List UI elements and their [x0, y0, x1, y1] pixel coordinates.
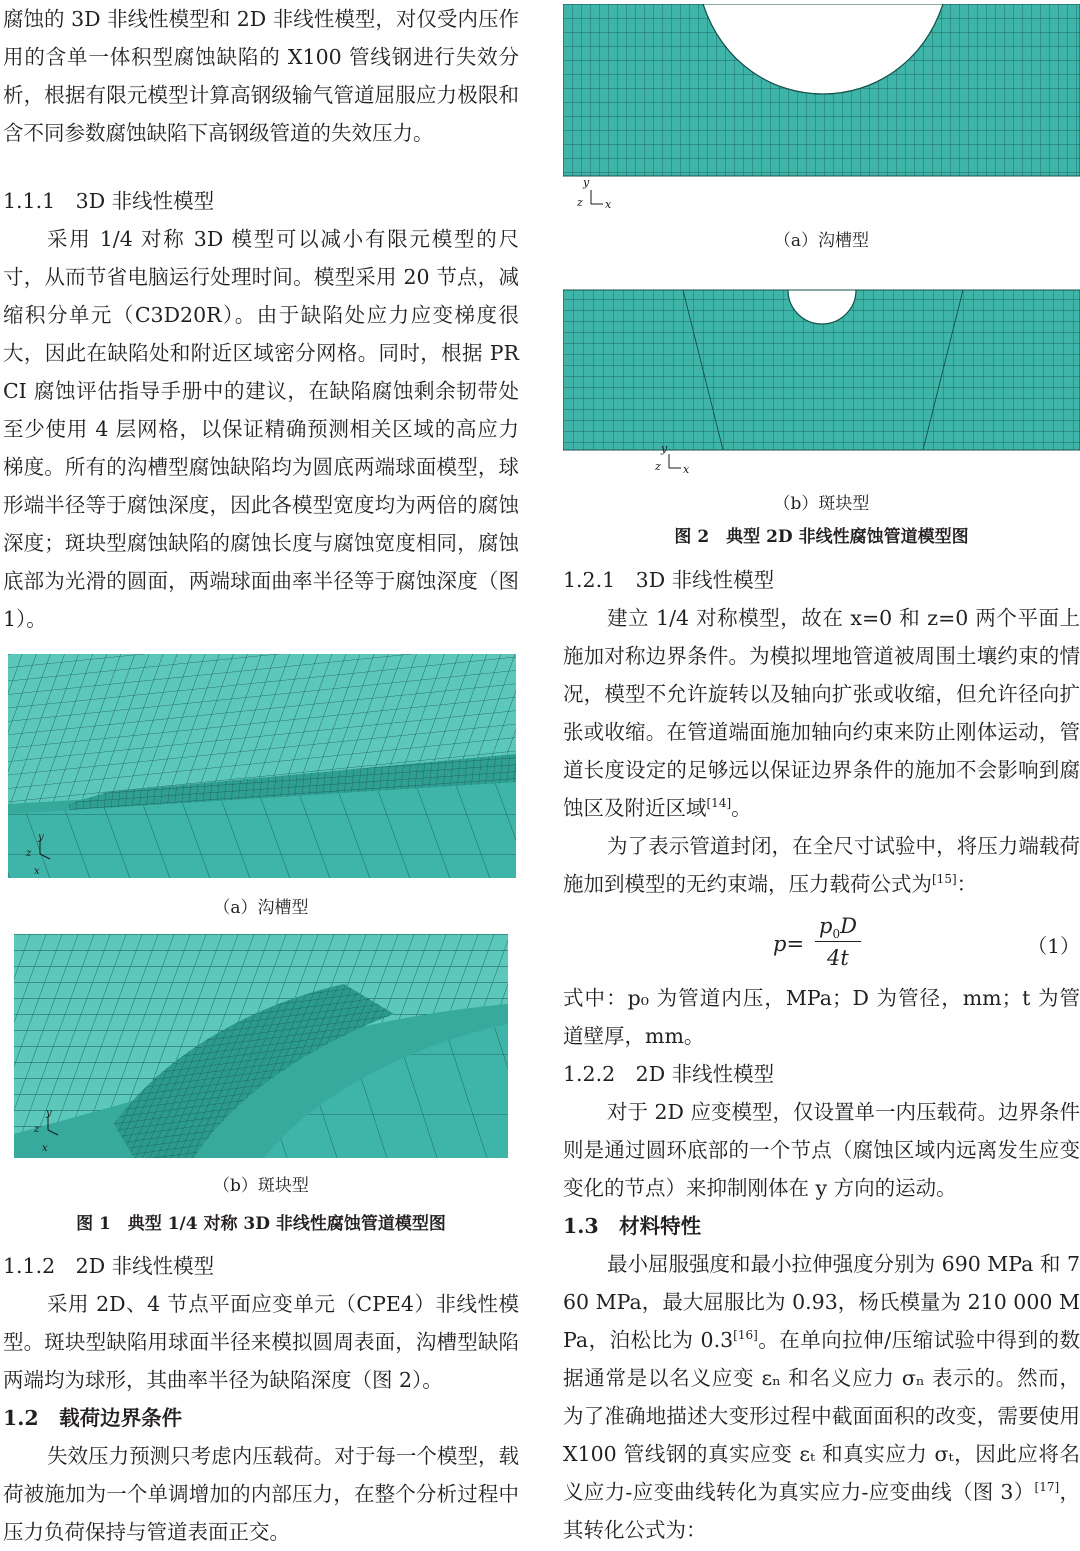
- figure-1-title: 图 1 典型 1/4 对称 3D 非线性腐蚀管道模型图: [76, 1214, 446, 1234]
- material-text-a: 最小屈服强度和最小拉伸强度分别为 690 MPa 和 760 MPa，最大屈服比为 0.93，杨氏模量为 210 000 MPa，泊松比为 0.3: [563, 1252, 1080, 1352]
- heading-1-2-1: 1.2.1 3D 非线性模型: [563, 568, 775, 592]
- equation-numerator-p: p: [819, 914, 833, 938]
- equation-lhs: p=: [773, 932, 805, 956]
- paragraph-pressure-load-text: 为了表示管道封闭，在全尺寸试验中，将压力端载荷施加到模型的无约束端，压力载荷公式为: [563, 834, 1080, 896]
- axis-z-label: z: [26, 848, 32, 859]
- groove-3d-mesh-image: [8, 654, 516, 878]
- paragraph-2d-model: 采用 2D、4 节点平面应变单元（CPE4）非线性模型。斑块型缺陷用球面半径来模拟圆周表面，沟槽型缺陷两端均为球形，其曲率半径为缺陷深度（图 2）。: [3, 1292, 519, 1392]
- figure-2a-caption: （a）沟槽型: [773, 231, 870, 251]
- equation-denominator: 4t: [827, 946, 849, 970]
- paragraph-3d-boundary-text: 建立 1/4 对称模型，故在 x=0 和 z=0 两个平面上施加对称边界条件。为模拟埋地管道被周围土壤约束的情况，模型不允许旋转以及轴向扩张或收缩，但允许径向扩张或收缩。在管道端面施加轴向约束来防止刚体运动，管道长度设定的足够远以保证边界条件的施加不会影响到腐蚀区及附近区域: [563, 606, 1080, 820]
- heading-1-3: 1.3 材料特性: [563, 1214, 702, 1238]
- groove-2d-mesh-image: [563, 4, 1080, 212]
- figure-1b-caption: （b）斑块型: [213, 1176, 309, 1196]
- fraction-bar: [815, 941, 861, 942]
- figure-1b-patch-3d-mesh: [14, 934, 508, 1158]
- figure-2-title: 图 2 典型 2D 非线性腐蚀管道模型图: [674, 527, 969, 547]
- paragraph-3d-model: 采用 1/4 对称 3D 模型可以减小有限元模型的尺寸，从而节省电脑运行处理时间。模型采用 20 节点，减缩积分单元（C3D20R）。由于缺陷处应力应变梯度很大，因此在缺陷处和附近区域密分网格。同时，根据 PRCI 腐蚀评估指导手册中的建议，在缺陷腐蚀剩余韧带处至少使用 4 层网格，以保证精确预测相关区域的高应力梯度。所有的沟槽型腐蚀缺陷均为圆底两端球面模型，球形端半径等于腐蚀深度，因此各模型宽度均为两倍的腐蚀深度；斑块型腐蚀缺陷的腐蚀长度与腐蚀宽度相同，腐蚀底部为光滑的圆面，两端球面曲率半径等于腐蚀深度（图 1）。: [3, 227, 519, 631]
- material-text-c: ，其转化公式为：: [563, 1480, 1080, 1542]
- paragraph-pressure-load-end: ：: [956, 872, 978, 896]
- equation-numerator-sub: 0: [832, 927, 841, 942]
- axis-triad-icon: [576, 176, 612, 211]
- axis-x-label: x: [34, 866, 40, 877]
- equation-numerator: [819, 914, 857, 942]
- citation-14: [14]: [706, 796, 732, 811]
- figure-1a-groove-3d-mesh: [8, 654, 516, 878]
- figure-1a-caption: （a）沟槽型: [213, 898, 309, 918]
- axis-y-label: y: [38, 832, 44, 843]
- equation-1: [563, 912, 1080, 976]
- paragraph-2d-boundary: 对于 2D 应变模型，仅设置单一内压载荷。边界条件则是通过圆环底部的一个节点（腐蚀区域内远离发生应变变化的节点）来抑制刚体在 y 方向的运动。: [563, 1100, 1080, 1200]
- axis-z-label: z: [655, 460, 661, 473]
- axis-x-label: x: [605, 198, 612, 211]
- paragraph-3d-boundary: [563, 599, 1080, 827]
- citation-16: [16]: [733, 1328, 758, 1343]
- patch-2d-mesh-image: [563, 266, 1080, 480]
- paragraph-pressure-load: [563, 827, 1080, 903]
- heading-1-1-1: 1.1.1 3D 非线性模型: [3, 189, 215, 213]
- heading-1-2-2: 1.2.2 2D 非线性模型: [563, 1062, 775, 1086]
- axis-x-label: x: [42, 1143, 48, 1154]
- intro-paragraph: 腐蚀的 3D 非线性模型和 2D 非线性模型，对仅受内压作用的含单一体积型腐蚀缺陷的 X100 管线钢进行失效分析，根据有限元模型计算高钢级输气管道屈服应力极限和含不同参数腐蚀缺陷下高钢级管道的失效压力。: [3, 7, 519, 145]
- material-text-b: 。在单向拉伸/压缩试验中得到的数据通常是以名义应变 εₙ 和名义应力 σₙ 表示的。然而，为了准确地描述大变形过程中截面面积的改变，需要使用 X100 管线钢的真实应变 εₜ 和真实应力 σₜ，因此应将名义应力-应变曲线转化为真实应力-应变曲线（图 3）: [563, 1328, 1080, 1504]
- axis-y-label: y: [46, 1108, 52, 1119]
- axis-z-label: z: [577, 196, 583, 209]
- axis-z-label: z: [34, 1124, 40, 1135]
- paragraph-equation-legend: 式中：p₀ 为管道内压，MPa；D 为管径，mm；t 为管道壁厚，mm。: [563, 986, 1080, 1048]
- patch-3d-mesh-image: [14, 934, 508, 1158]
- axis-y-label: y: [661, 442, 668, 455]
- figure-2b-patch-2d-mesh: [563, 266, 1080, 480]
- paragraph-3d-boundary-end: 。: [731, 796, 752, 820]
- figure-2b-caption: （b）斑块型: [773, 494, 870, 514]
- equation-number: （1）: [1027, 934, 1080, 958]
- axis-y-label: y: [583, 176, 590, 189]
- figure-2a-groove-2d-mesh: [563, 4, 1080, 212]
- citation-17: [17]: [1034, 1480, 1060, 1495]
- paragraph-load-conditions: 失效压力预测只考虑内压载荷。对于每一个模型，载荷被施加为一个单调增加的内部压力，在整个分析过程中压力负荷保持与管道表面正交。: [3, 1444, 519, 1544]
- citation-15: [15]: [932, 872, 957, 887]
- axis-x-label: x: [683, 463, 690, 476]
- heading-1-2: 1.2 载荷边界条件: [3, 1406, 183, 1430]
- paragraph-material-properties: [563, 1245, 1080, 1549]
- equation-numerator-d: D: [840, 914, 857, 938]
- heading-1-1-2: 1.1.2 2D 非线性模型: [3, 1254, 215, 1278]
